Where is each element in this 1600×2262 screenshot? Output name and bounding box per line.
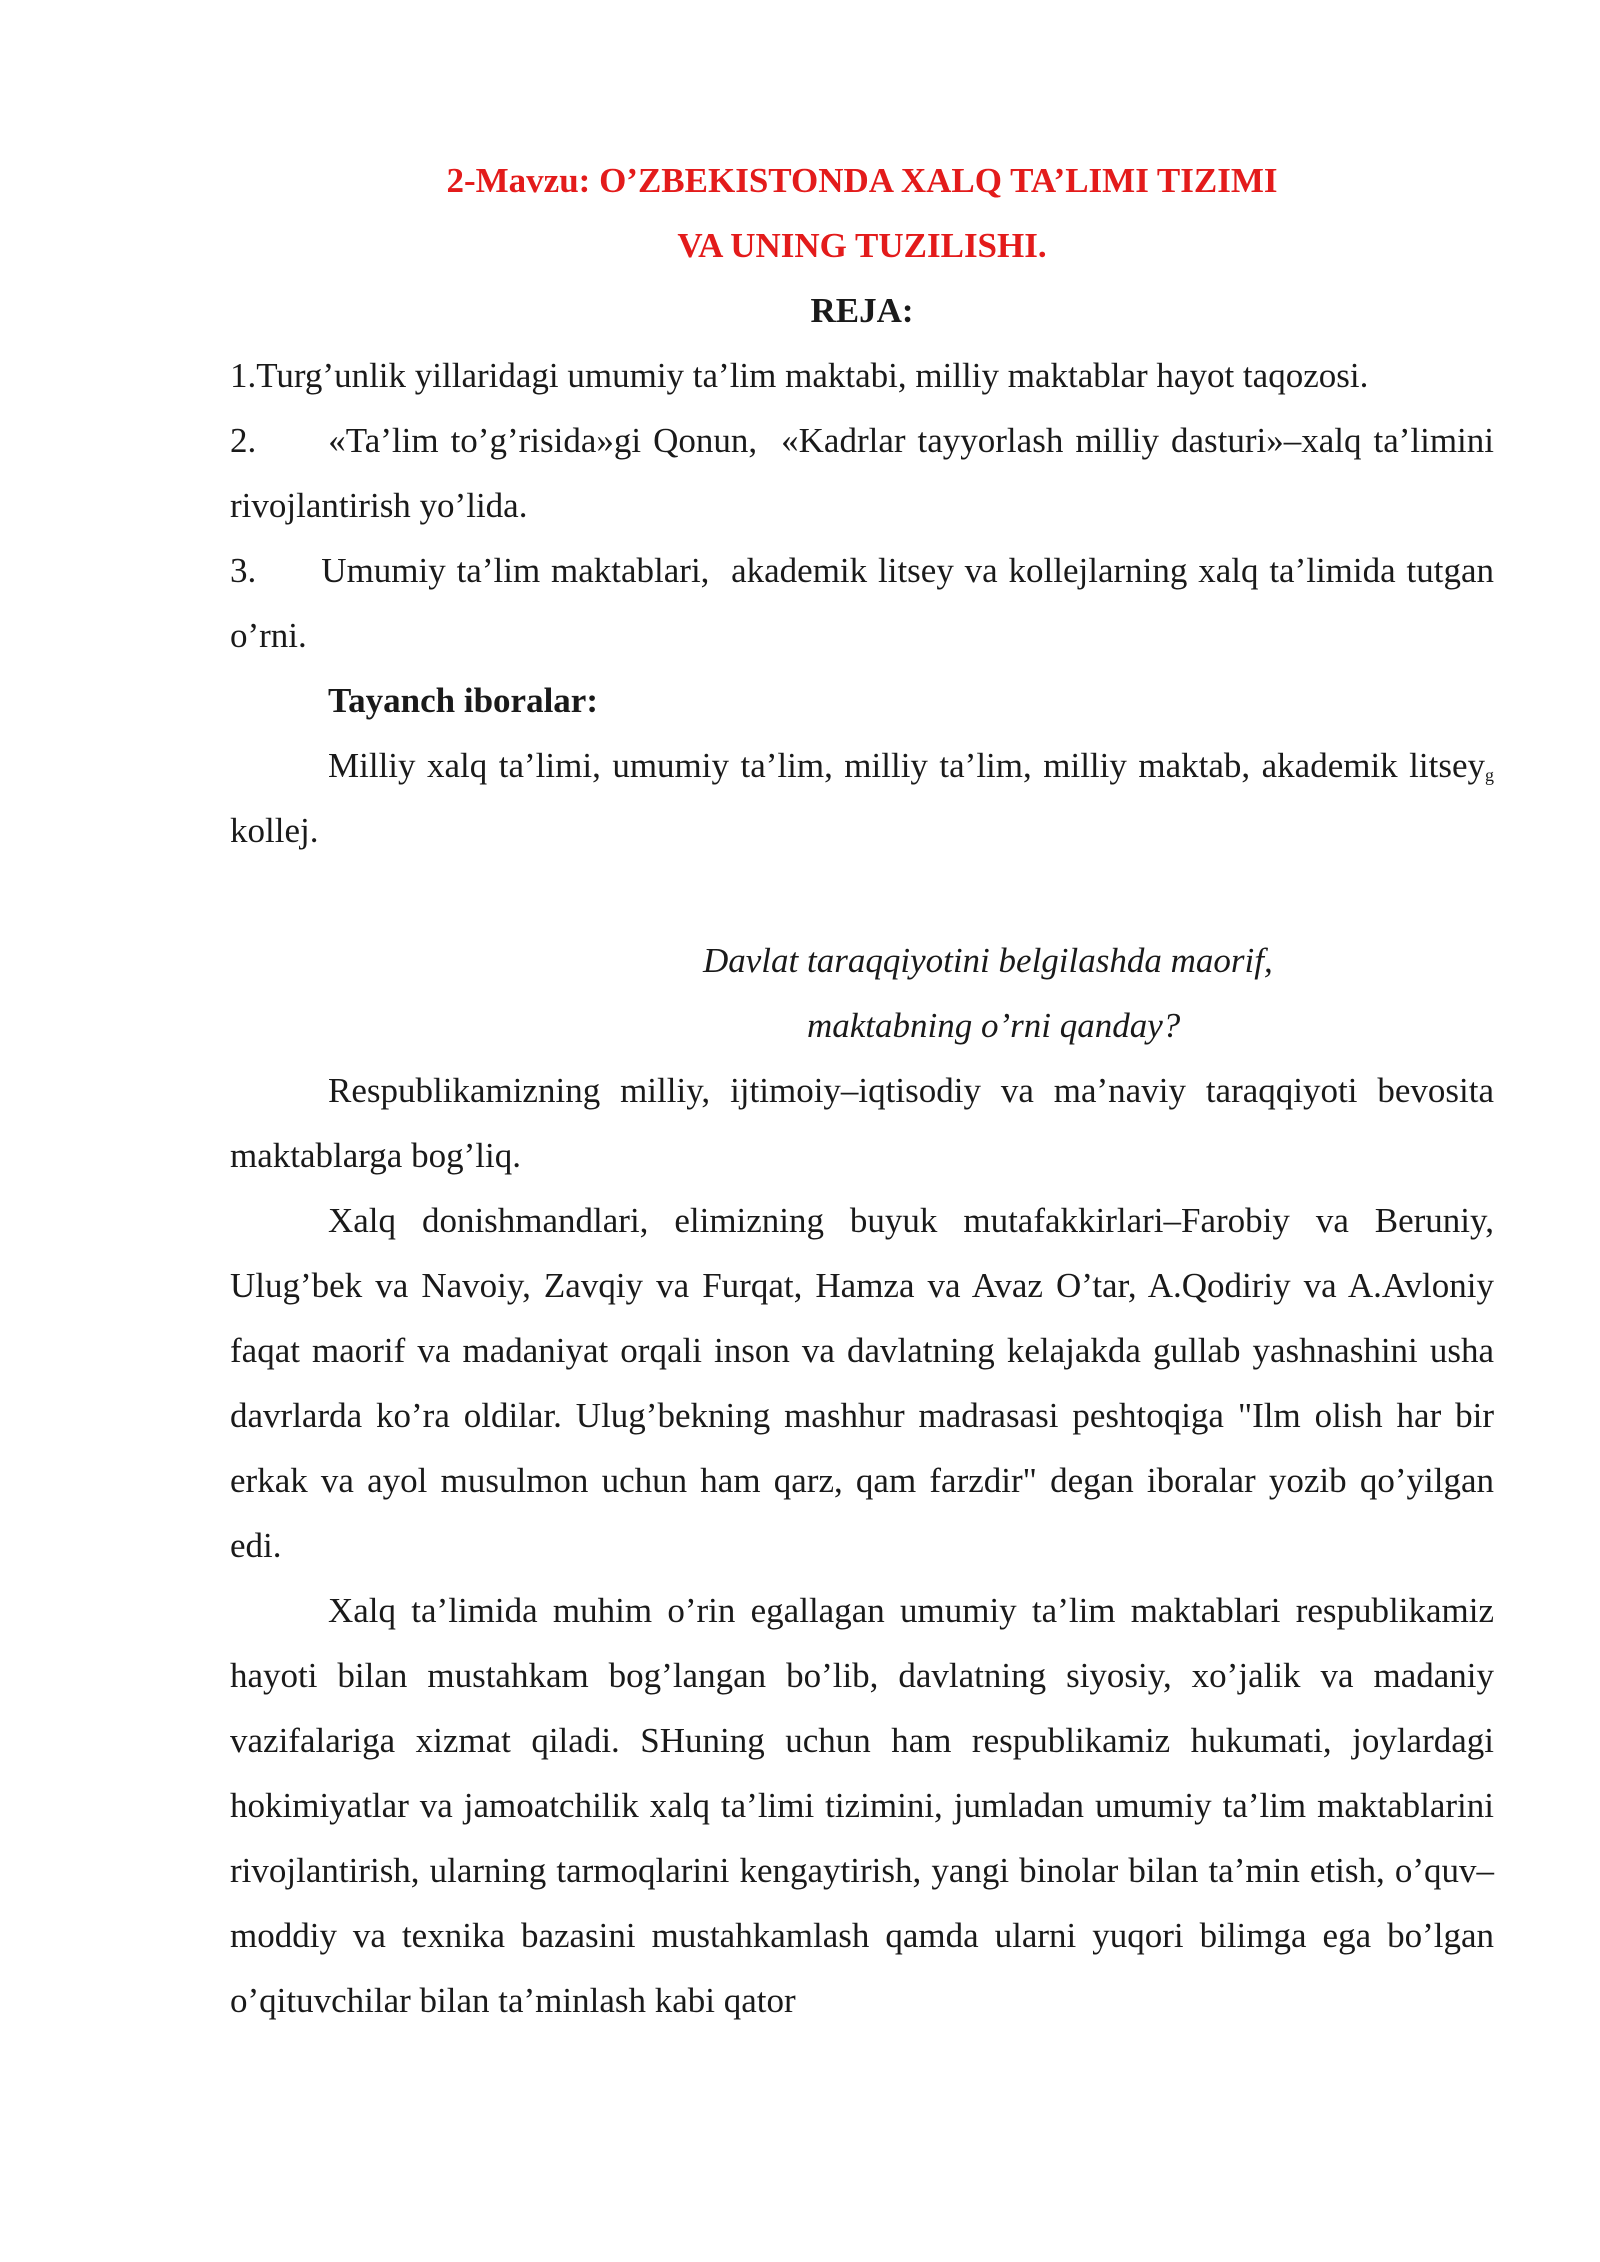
body-paragraph-3: Xalq ta’limida muhim o’rin egallagan umumiy ta’lim maktablari respublikamiz hayoti bilan mustahkam bog’langan bo’lib, davlatning siyosiy, xo’jalik va madaniy vazifalariga xizmat qiladi. SHuning uchun ham respublikamiz hukumati, joylardagi hokimiyatlar va jamoatchilik xalq ta’limi tizimini, jumladan umumiy ta’lim maktablarini rivojlantirish, ularning tarmoqlarini kengaytirish, yangi binolar bilan ta’min etish, o’quv–moddiy va texnika bazasini mustahkamlash qamda ularni yuqori bilimga ega bo’lgan o’qituvchilar bilan ta’minlash kabi qator <box>230 1591 1494 2020</box>
epigraph-line-1: Davlat taraqqiyotini belgilashda maorif, <box>703 941 1273 980</box>
epigraph-line-2: maktabning o’rni qanday? <box>807 1006 1181 1045</box>
key-terms-main: Milliy xalq ta’limi, umumiy ta’lim, milliy ta’lim, milliy maktab, akademik litsey <box>328 746 1485 785</box>
plan-item-2: 2. «Ta’lim to’g’risida»gi Qonun, «Kadrlar tayyorlash milliy dasturi»–xalq ta’limini rivojlantirish yo’lida. <box>230 421 1503 525</box>
key-terms-heading: Tayanch iboralar: <box>328 681 598 720</box>
body-paragraph-2: Xalq donishmandlari, elimizning buyuk mutafakkirlari–Farobiy va Beruniy, Ulug’bek va Navoiy, Zavqiy va Furqat, Hamza va Avaz O’tar, A.Qodiriy va A.Avloniy faqat maorif va madaniyat orqali inson va davlatning kelajakda gullab yashnashini usha davrlarda ko’ra oldilar. Ulug’bekning mashhur madrasasi peshtoqiga "Ilm olish har bir erkak va ayol musulmon uchun ham qarz, qam farzdir" degan iboralar yozib qo’yilgan edi. <box>230 1201 1494 1565</box>
topic-title-line-2: VA UNING TUZILISHI. <box>677 226 1047 265</box>
plan-heading: REJA: <box>810 291 914 330</box>
plan-item-1: 1.Turg’unlik yillaridagi umumiy ta’lim maktabi, milliy maktablar hayot taqozosi. <box>230 356 1369 395</box>
document-content <box>230 148 1503 2033</box>
key-terms-subscript: g <box>1485 765 1494 785</box>
key-terms-text <box>230 733 1494 863</box>
key-terms-end: kollej. <box>230 811 319 850</box>
body-paragraph-1: Respublikamizning milliy, ijtimoiy–iqtisodiy va ma’naviy taraqqiyoti bevosita maktablarga bog’liq. <box>230 1071 1494 1175</box>
topic-title-line-1: 2-Mavzu: O’ZBEKISTONDA XALQ TA’LIMI TIZIMI <box>446 161 1278 200</box>
plan-item-3: 3. Umumiy ta’lim maktablari, akademik litsey va kollejlarning xalq ta’limida tutgan o’rni. <box>230 551 1503 655</box>
spacer <box>230 863 1494 928</box>
